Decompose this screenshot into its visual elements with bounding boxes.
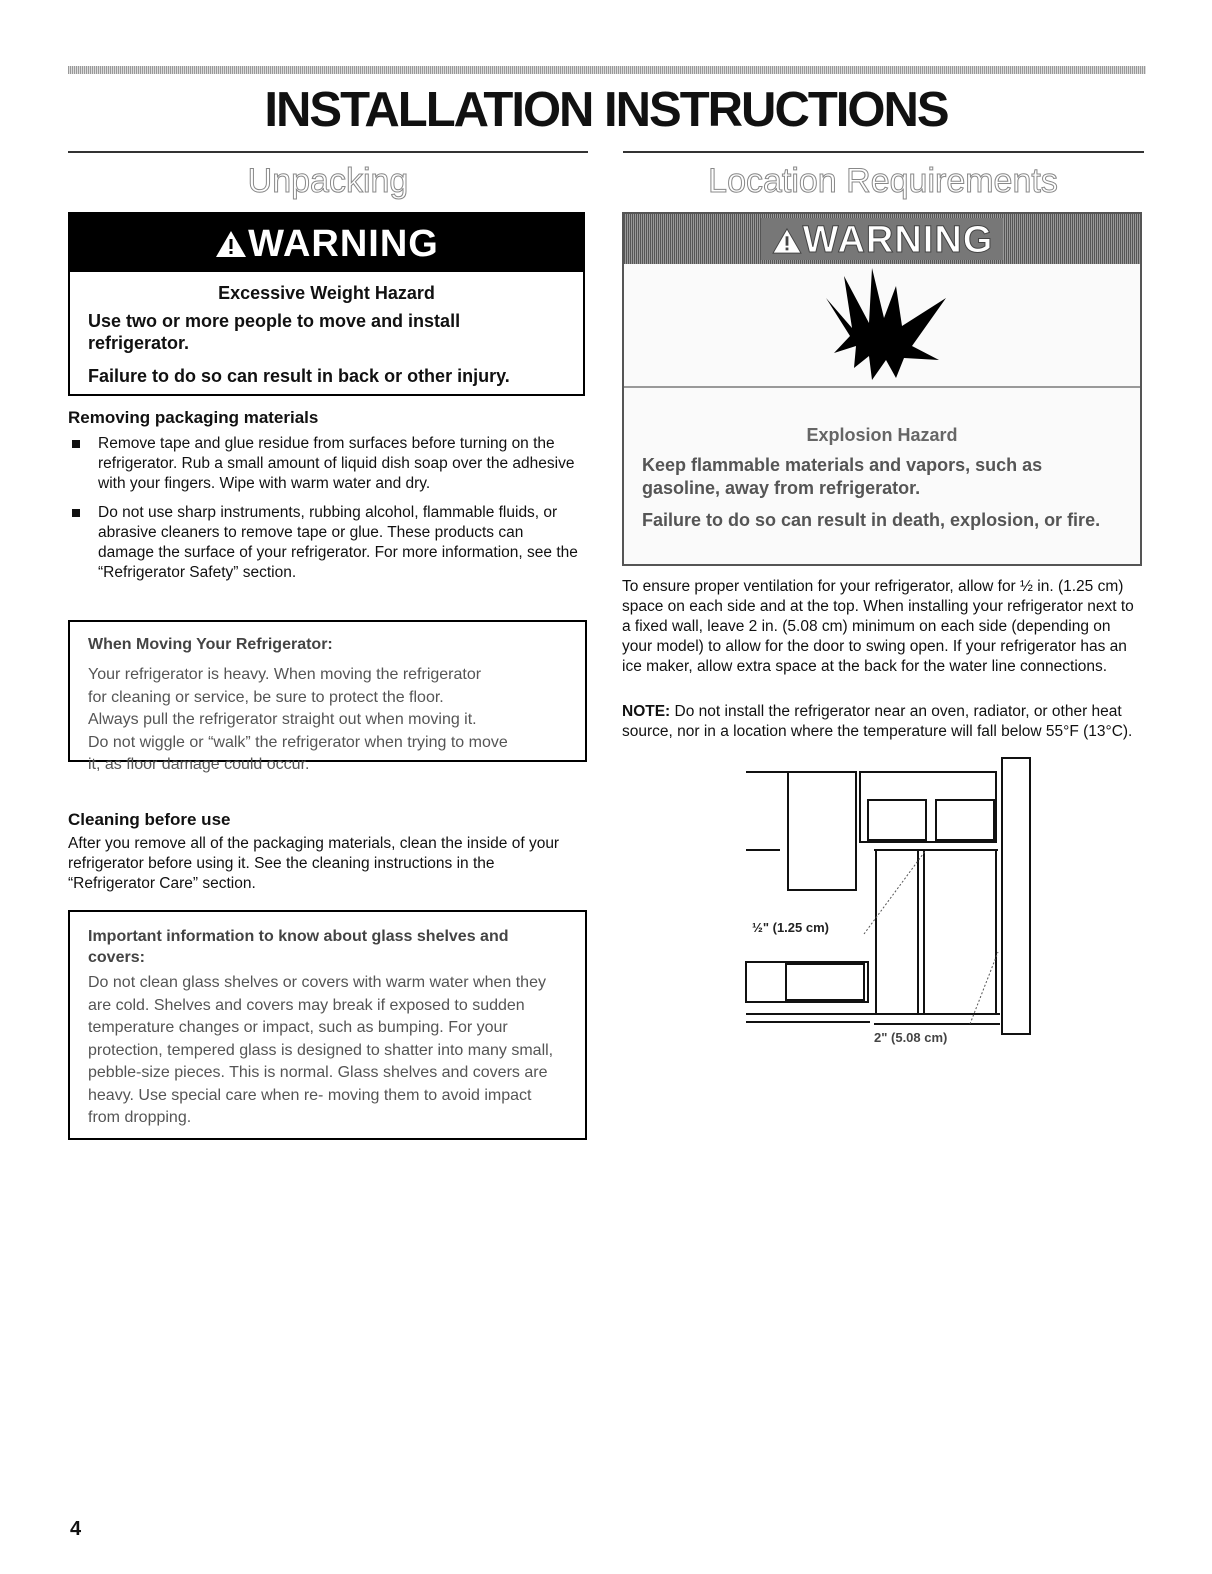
moving-info-box: [68, 620, 587, 773]
right-column-rule: [623, 151, 1144, 153]
installation-clearance-diagram: [740, 752, 1040, 1052]
moving-line: Always pull the refrigerator straight out when moving it.: [88, 711, 477, 728]
cleaning-heading: Cleaning before use: [68, 810, 231, 829]
warning-banner-text: [761, 218, 1004, 260]
warning-divider: [624, 386, 1140, 388]
glass-box-heading: Important information to know about glass shelves and covers:: [88, 928, 509, 966]
warning-banner: [70, 214, 583, 272]
warning-banner-text: WARNING: [248, 223, 439, 265]
explosion-icon: [814, 268, 954, 383]
warning-banner-label: WARNING: [802, 219, 994, 261]
warning-banner: [624, 214, 1140, 264]
warning-instruction: Use two or more people to move and install refrigerator.: [88, 311, 461, 353]
list-item: Remove tape and glue residue from surfaces before turning on the refrigerator. Rub a small amount of liquid dish soap over the adhesive with your fingers. Wipe with warm water and dry.: [68, 434, 578, 494]
page-number: 4: [70, 1518, 82, 1540]
ventilation-text: To ensure proper ventilation for your refrigerator, allow for ½ in. (1.25 cm) space on each side and at the top. When installing your refrigerator next to a fixed wall, leave 2 in. (5.08 cm) minimum on each side (depending on your model) to allow for the door to swing open. If your refrigerator has an ice maker, allow extra space at the back for the water line connections.: [622, 578, 1134, 675]
top-rule: [68, 66, 1146, 74]
moving-line: Do not wiggle or “walk” the refrigerator when trying to move: [88, 733, 508, 751]
note-text: Do not install the refrigerator near an oven, radiator, or other heat source, nor in a location where the temperature will fall below 55°F (13°C).: [622, 703, 1133, 740]
location-requirements-title: Location Requirements: [708, 162, 1058, 200]
warning-hazard: Excessive Weight Hazard: [218, 283, 435, 303]
moving-box-text: [88, 664, 567, 777]
warning-triangle-icon: [771, 227, 803, 255]
moving-line: for cleaning or service, be sure to protect the floor.: [88, 688, 444, 706]
warning-consequence: Failure to do so can result in death, explosion, or fire.: [642, 510, 1101, 530]
explosion-warning-box: [622, 212, 1142, 566]
page-title: INSTALLATION INSTRUCTIONS: [264, 83, 948, 137]
warning-instruction: Keep flammable materials and vapors, such as gasoline, away from refrigerator.: [642, 455, 1043, 498]
glass-info-box: [68, 910, 587, 1140]
warning-consequence: Failure to do so can result in back or other injury.: [88, 366, 510, 386]
note-label: NOTE:: [622, 703, 671, 720]
moving-box-heading: When Moving Your Refrigerator:: [88, 636, 333, 653]
glass-box-text: Do not clean glass shelves or covers with warm water when they are cold. Shelves and covers may break if exposed to sudden temperature changes or impact, such as bumping. For your protection, tempered glass is designed to shatter into many small, pebble-size pieces. This is normal. Glass shelves and covers are heavy. Use special care when re- moving them to avoid impact from dropping.: [88, 974, 554, 1126]
left-column-rule: [68, 151, 588, 153]
warning-triangle-icon: [214, 229, 248, 259]
moving-line: Your refrigerator is heavy. When moving the refrigerator: [88, 666, 482, 683]
unpacking-title: Unpacking: [247, 162, 409, 200]
note-paragraph: [622, 702, 1144, 742]
side-clearance-label: ½" (1.25 cm): [752, 920, 829, 935]
wall-clearance-label: 2" (5.08 cm): [874, 1030, 948, 1045]
weight-warning-box: [68, 212, 585, 396]
moving-line: it, as floor damage could occur.: [88, 756, 310, 773]
removing-packaging-list: [68, 434, 578, 592]
list-item: Do not use sharp instruments, rubbing alcohol, flammable fluids, or abrasive cleaners to remove tape or glue. These products can damage the surface of your refrigerator. For more information, see the “Refrigerator Safety” section.: [68, 503, 578, 583]
removing-packaging-heading: Removing packaging materials: [68, 408, 319, 427]
cleaning-text: After you remove all of the packaging materials, clean the inside of your refrigerator before using it. See the cleaning instructions in the “Refrigerator Care” section.: [68, 835, 560, 892]
warning-hazard: Explosion Hazard: [806, 425, 958, 445]
